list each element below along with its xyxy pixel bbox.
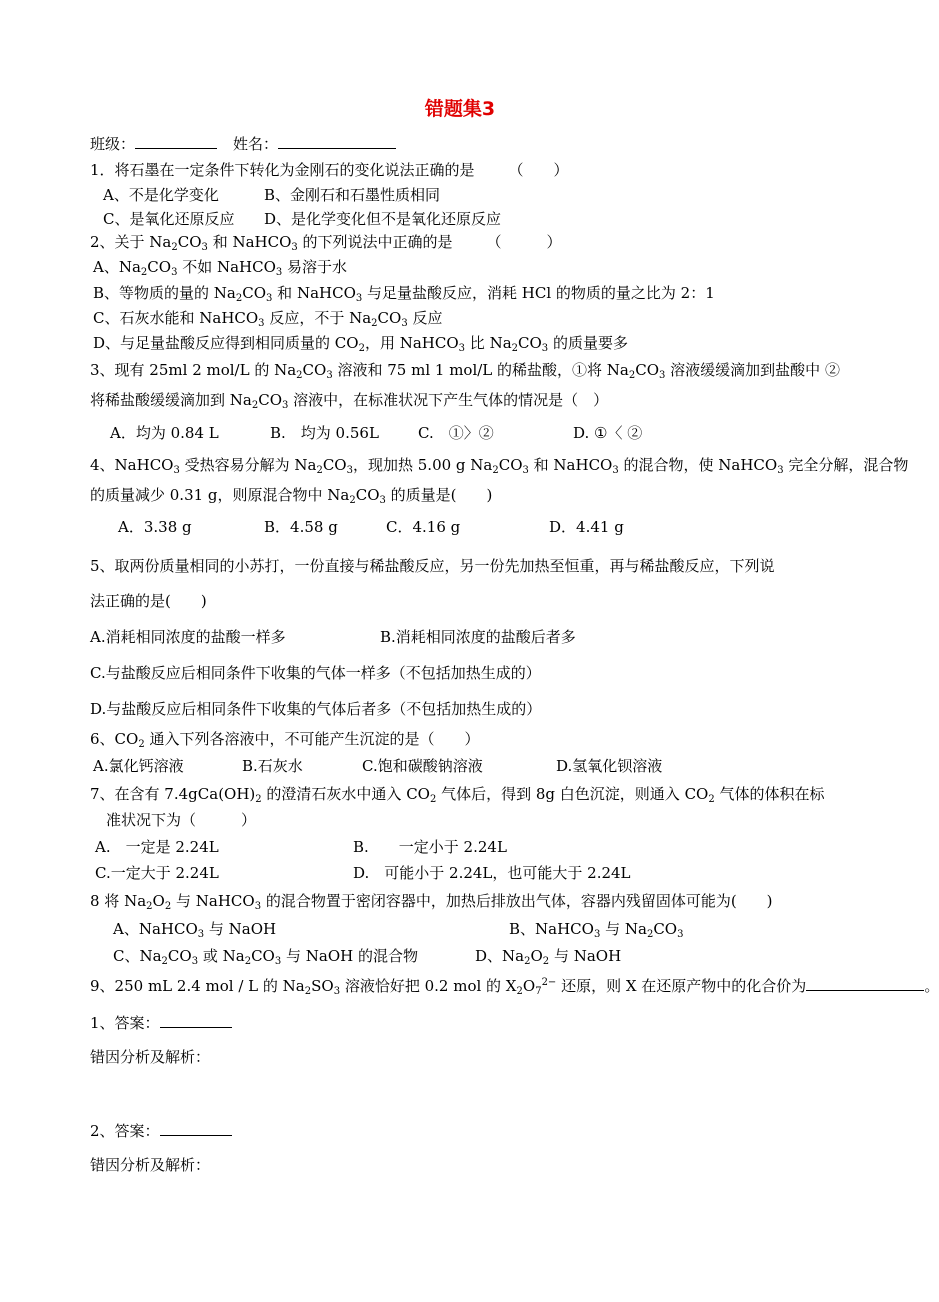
q7-option-a: A. 一定是 2.24L <box>95 838 219 856</box>
class-name-line <box>90 133 396 154</box>
q2-option-c: C、石灰水能和 NaHCO$_3$ 反应，不于 $Na_2CO_3$ 反应 <box>93 309 443 329</box>
name-label: 姓名： <box>233 135 279 153</box>
q3-stem-line-1: 3、现有 25ml 2 mol/L 的 $Na_2CO_3$ 溶液和 75 ml 1 mol/L 的稀盐酸，①将 $Na_2CO_3$ 溶液缓缓滴加到盐酸中 ② <box>90 361 840 381</box>
q1-option-d: D、是化学变化但不是氧化还原反应 <box>264 210 502 228</box>
q8-option-d: D、$Na_2O_2$ 与 NaOH <box>475 947 622 967</box>
q1-stem: 1．将石墨在一定条件下转化为金刚石的变化说法正确的是 <box>90 161 475 179</box>
q6-option-a: A.氯化钙溶液 <box>93 757 184 775</box>
q1-option-b: B、金刚石和石墨性质相同 <box>264 186 441 204</box>
q4-stem-line-2: 的质量减少 0.31 g，则原混合物中 $Na_2CO_3$ 的质量是( ) <box>90 486 493 506</box>
q6-option-d: D.氢氧化钡溶液 <box>556 757 663 775</box>
q8-option-a: A、NaHCO$_3$ 与 NaOH <box>113 920 277 940</box>
q7-stem-line-2: 准状况下为（ ） <box>106 811 257 829</box>
q9-answer-blank[interactable] <box>806 975 924 991</box>
answer-1-blank[interactable] <box>160 1012 232 1028</box>
answer-2-blank[interactable] <box>160 1120 232 1136</box>
q4-option-d: D．4.41 g <box>549 518 624 536</box>
q7-option-b: B. 一定小于 2.24L <box>353 838 507 856</box>
q7-option-c: C.一定大于 2.24L <box>95 864 219 882</box>
q3-option-b: B. 均为 0.56L <box>270 424 379 442</box>
q6-option-c: C.饱和碳酸钠溶液 <box>362 757 483 775</box>
q3-option-c: C. ①〉② <box>418 424 494 442</box>
q3-option-d: D. ①〈 ② <box>573 424 643 442</box>
answer-2-label: 2、答案： <box>90 1122 160 1140</box>
q4-option-b: B．4.58 g <box>264 518 338 536</box>
q2-stem: 2、关于 $Na_2CO_3$ 和 NaHCO$_3$ 的下列说法中正确的是 （ ） <box>90 233 562 253</box>
q3-stem-line-2: 将稀盐酸缓缓滴加到 $Na_2CO_3$ 溶液中，在标准状况下产生气体的情况是（ ） <box>90 391 609 411</box>
q8-option-b: B、NaHCO$_3$ 与 $Na_2CO_3$ <box>509 920 684 940</box>
q2-option-b: B、等物质的量的 $Na_2CO_3$ 和 NaHCO$_3$ 与足量盐酸反应，消耗 HCl 的物质的量之比为 2：1 <box>93 284 715 304</box>
q1-option-c: C、是氧化还原反应 <box>103 210 235 228</box>
q5-option-d: D.与盐酸反应后相同条件下收集的气体后者多（不包括加热生成的） <box>90 700 542 718</box>
q8-stem: 8 将 $Na_2O_2$ 与 NaHCO$_3$ 的混合物置于密闭容器中，加热后排放出气体，容器内残留固体可能为( ) <box>90 892 773 912</box>
q8-option-c: C、$Na_2CO_3$ 或 $Na_2CO_3$ 与 NaOH 的混合物 <box>113 947 418 967</box>
answer-1-analysis-label: 错因分析及解析： <box>90 1048 211 1066</box>
q5-option-a: A.消耗相同浓度的盐酸一样多 <box>90 628 286 646</box>
q7-stem-line-1: 7、在含有 $7.4gCa(OH)_2$ 的澄清石灰水中通入 $CO_2$ 气体后，得到 8g 白色沉淀，则通入 $CO_2$ 气体的体积在标 <box>90 785 825 805</box>
q2-option-a: A、$Na_2CO_3$ 不如 NaHCO$_3$ 易溶于水 <box>93 258 348 278</box>
class-blank[interactable] <box>135 133 217 149</box>
q4-stem-line-1: 4、NaHCO$_3$ 受热容易分解为 $Na_2CO_3$，现加热 5.00 g $Na_2CO_3$ 和 NaHCO$_3$ 的混合物，使 NaHCO$_3$ 完全分解，混合物 <box>90 456 909 476</box>
q6-option-b: B.石灰水 <box>242 757 303 775</box>
q4-option-a: A．3.38 g <box>118 518 192 536</box>
q7-option-d: D. 可能小于 2.24L，也可能大于 2.24L <box>353 864 631 882</box>
q4-option-c: C．4.16 g <box>386 518 461 536</box>
answer-2-analysis-label: 错因分析及解析： <box>90 1156 211 1174</box>
q6-stem: 6、$CO_2$ 通入下列各溶液中，不可能产生沉淀的是（ ） <box>90 730 480 750</box>
class-label: 班级： <box>90 135 136 153</box>
q9-stem: 9、250 mL 2.4 mol / L 的 $Na_2SO_3$ 溶液恰好把 0.2 mol 的 $X_2O_7^{2-}$ 还原，则 X 在还原产物中的化合价为 。 <box>90 977 939 997</box>
q5-option-c: C.与盐酸反应后相同条件下收集的气体一样多（不包括加热生成的） <box>90 664 541 682</box>
q5-option-b: B.消耗相同浓度的盐酸后者多 <box>380 628 576 646</box>
name-blank[interactable] <box>278 133 396 149</box>
q1-option-a: A、不是化学变化 <box>103 186 219 204</box>
q2-option-d: D、与足量盐酸反应得到相同质量的 $CO_2$，用 NaHCO$_3$ 比 $Na_2CO_3$ 的质量要多 <box>93 334 628 354</box>
q3-option-a: A．均为 0.84 L <box>110 424 219 442</box>
q5-stem-line-1: 5、取两份质量相同的小苏打，一份直接与稀盐酸反应，另一份先加热至恒重，再与稀盐酸反应，下列说 <box>90 557 775 575</box>
q5-stem-line-2: 法正确的是( ) <box>90 592 207 610</box>
page-title: 错题集3 <box>424 98 496 120</box>
answer-1-label: 1、答案： <box>90 1014 160 1032</box>
